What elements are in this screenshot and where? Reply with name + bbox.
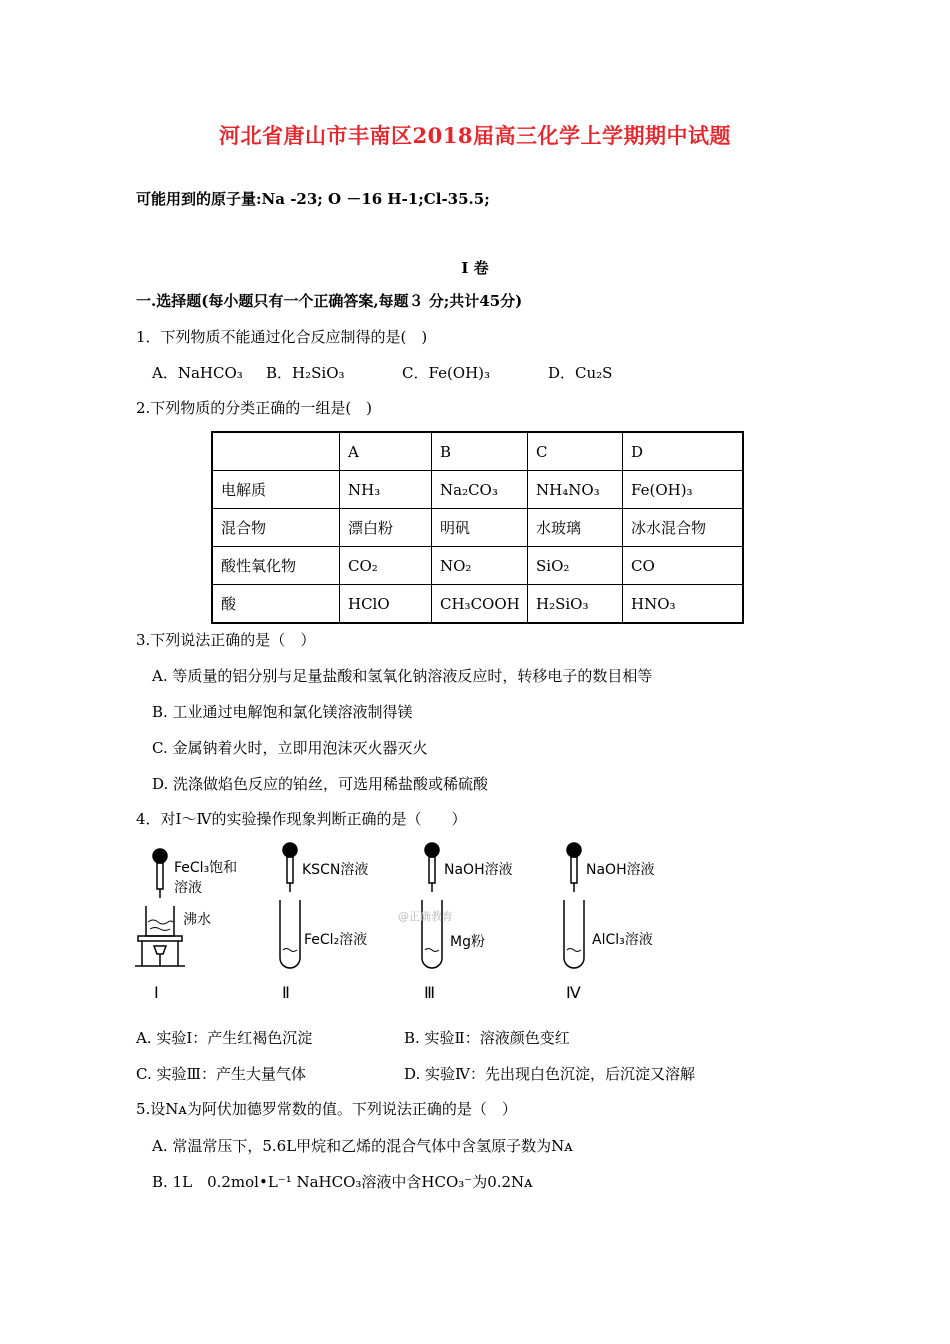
q3-option-b: B. 工业通过电解饱和氯化镁溶液制得镁 [152, 703, 413, 721]
dropper-tube-icon [157, 863, 163, 889]
table-cell: NH₃ [340, 471, 432, 509]
e1-reagent-label: FeCl₃饱和 [174, 860, 238, 876]
dropper-tube-icon [571, 857, 577, 883]
q1-option-b: B．H₂SiO₃ [266, 364, 345, 382]
experiment-label-2: Ⅱ [282, 983, 290, 1002]
table-cell: 混合物 [212, 509, 340, 547]
table-cell: CO [623, 547, 744, 585]
table-header-cell: C [528, 432, 623, 471]
dropper-tube-icon [287, 857, 293, 883]
e4-reagent-label: NaOH溶液 [586, 862, 655, 878]
experiment-label-4: Ⅳ [566, 983, 581, 1002]
test-tube-icon [564, 900, 584, 968]
atomic-masses: 可能用到的原子量:Na -23; O －16 H-1;Cl-35.5; [136, 190, 490, 208]
q1-option-c: C．Fe(OH)₃ [402, 364, 491, 382]
q2-stem: 2.下列物质的分类正确的一组是( ) [136, 399, 373, 417]
dropper-bulb-icon [567, 843, 581, 857]
experiment-label-3: Ⅲ [424, 983, 436, 1002]
table-cell: NO₂ [432, 547, 528, 585]
table-cell: 酸 [212, 585, 340, 624]
q4-option-a: A. 实验Ⅰ：产生红褐色沉淀 [136, 1029, 313, 1047]
table-cell: Fe(OH)₃ [623, 471, 744, 509]
table-cell: SiO₂ [528, 547, 623, 585]
dropper-bulb-icon [425, 843, 439, 857]
q5-option-a: A. 常温常压下，5.6L甲烷和乙烯的混合气体中含氢原子数为Nᴀ [152, 1137, 573, 1155]
q1-option-d: D．Cu₂S [548, 364, 613, 382]
table-cell: Na₂CO₃ [432, 471, 528, 509]
e2-tube-label: FeCl₂溶液 [304, 932, 368, 948]
table-cell: NH₄NO₃ [528, 471, 623, 509]
table-cell: CO₂ [340, 547, 432, 585]
dropper-tube-icon [429, 857, 435, 883]
q3-stem: 3.下列说法正确的是（ ） [136, 631, 316, 649]
table-cell: 冰水混合物 [623, 509, 744, 547]
q4-stem: 4．对Ⅰ～Ⅳ的实验操作现象判断正确的是（ ） [136, 810, 467, 828]
e1-beaker-label: 沸水 [183, 912, 211, 928]
exam-title: 河北省唐山市丰南区2018届高三化学上学期期中试题 [219, 123, 731, 148]
tripod-stand-icon [138, 936, 182, 941]
table-row [212, 509, 743, 547]
table-row [212, 547, 743, 585]
table-cell: 明矾 [432, 509, 528, 547]
dropper-bulb-icon [153, 849, 167, 863]
table-cell: 水玻璃 [528, 509, 623, 547]
table-cell: 漂白粉 [340, 509, 432, 547]
table-header-cell: A [340, 432, 432, 471]
table-header-cell: D [623, 432, 744, 471]
table-cell: 酸性氧化物 [212, 547, 340, 585]
table-row [212, 471, 743, 509]
section-heading: 一.选择题(每小题只有一个正确答案,每题３ 分;共计45分) [136, 292, 523, 310]
q3-option-a: A. 等质量的铝分别与足量盐酸和氢氧化钠溶液反应时，转移电子的数目相等 [152, 667, 653, 685]
table-cell: CH₃COOH [432, 585, 528, 624]
q4-option-d: D. 实验Ⅳ：先出现白色沉淀，后沉淀又溶解 [404, 1065, 696, 1083]
table-header-row [212, 432, 743, 471]
experiment-label-1: Ⅰ [154, 983, 159, 1002]
table-cell: HNO₃ [623, 585, 744, 624]
table-row [212, 585, 743, 624]
q4-option-c: C. 实验Ⅲ：产生大量气体 [136, 1065, 306, 1083]
e3-tube-label: Mg粉 [450, 934, 485, 950]
classification-table [211, 431, 744, 624]
q3-option-d: D. 洗涤做焰色反应的铂丝，可选用稀盐酸或稀硫酸 [152, 775, 489, 793]
table-header-cell [212, 432, 340, 471]
e3-reagent-label: NaOH溶液 [444, 862, 513, 878]
burner-icon [154, 946, 166, 954]
table-cell: HClO [340, 585, 432, 624]
volume-heading: I 卷 [461, 259, 489, 277]
q1-option-a: A．NaHCO₃ [152, 364, 243, 382]
q1-stem: 1．下列物质不能通过化合反应制得的是( ) [136, 328, 428, 346]
dropper-bulb-icon [283, 843, 297, 857]
e1-reagent-label-line2: 溶液 [174, 880, 202, 896]
e4-tube-label: AlCl₃溶液 [592, 932, 653, 948]
q4-option-b: B. 实验Ⅱ：溶液颜色变红 [404, 1029, 570, 1047]
q5-option-b: B. 1L 0.2mol•L⁻¹ NaHCO₃溶液中含HCO₃⁻为0.2Nᴀ [152, 1173, 533, 1191]
watermark: @正确教育 [398, 910, 453, 923]
e2-reagent-label: KSCN溶液 [302, 862, 369, 878]
table-cell: H₂SiO₃ [528, 585, 623, 624]
experiment-figure [130, 838, 770, 1008]
table-cell: 电解质 [212, 471, 340, 509]
q5-stem: 5.设Nᴀ为阿伏加德罗常数的值。下列说法正确的是（ ） [136, 1100, 517, 1118]
test-tube-icon [280, 900, 300, 968]
table-header-cell: B [432, 432, 528, 471]
q3-option-c: C. 金属钠着火时，立即用泡沫灭火器灭火 [152, 739, 428, 757]
